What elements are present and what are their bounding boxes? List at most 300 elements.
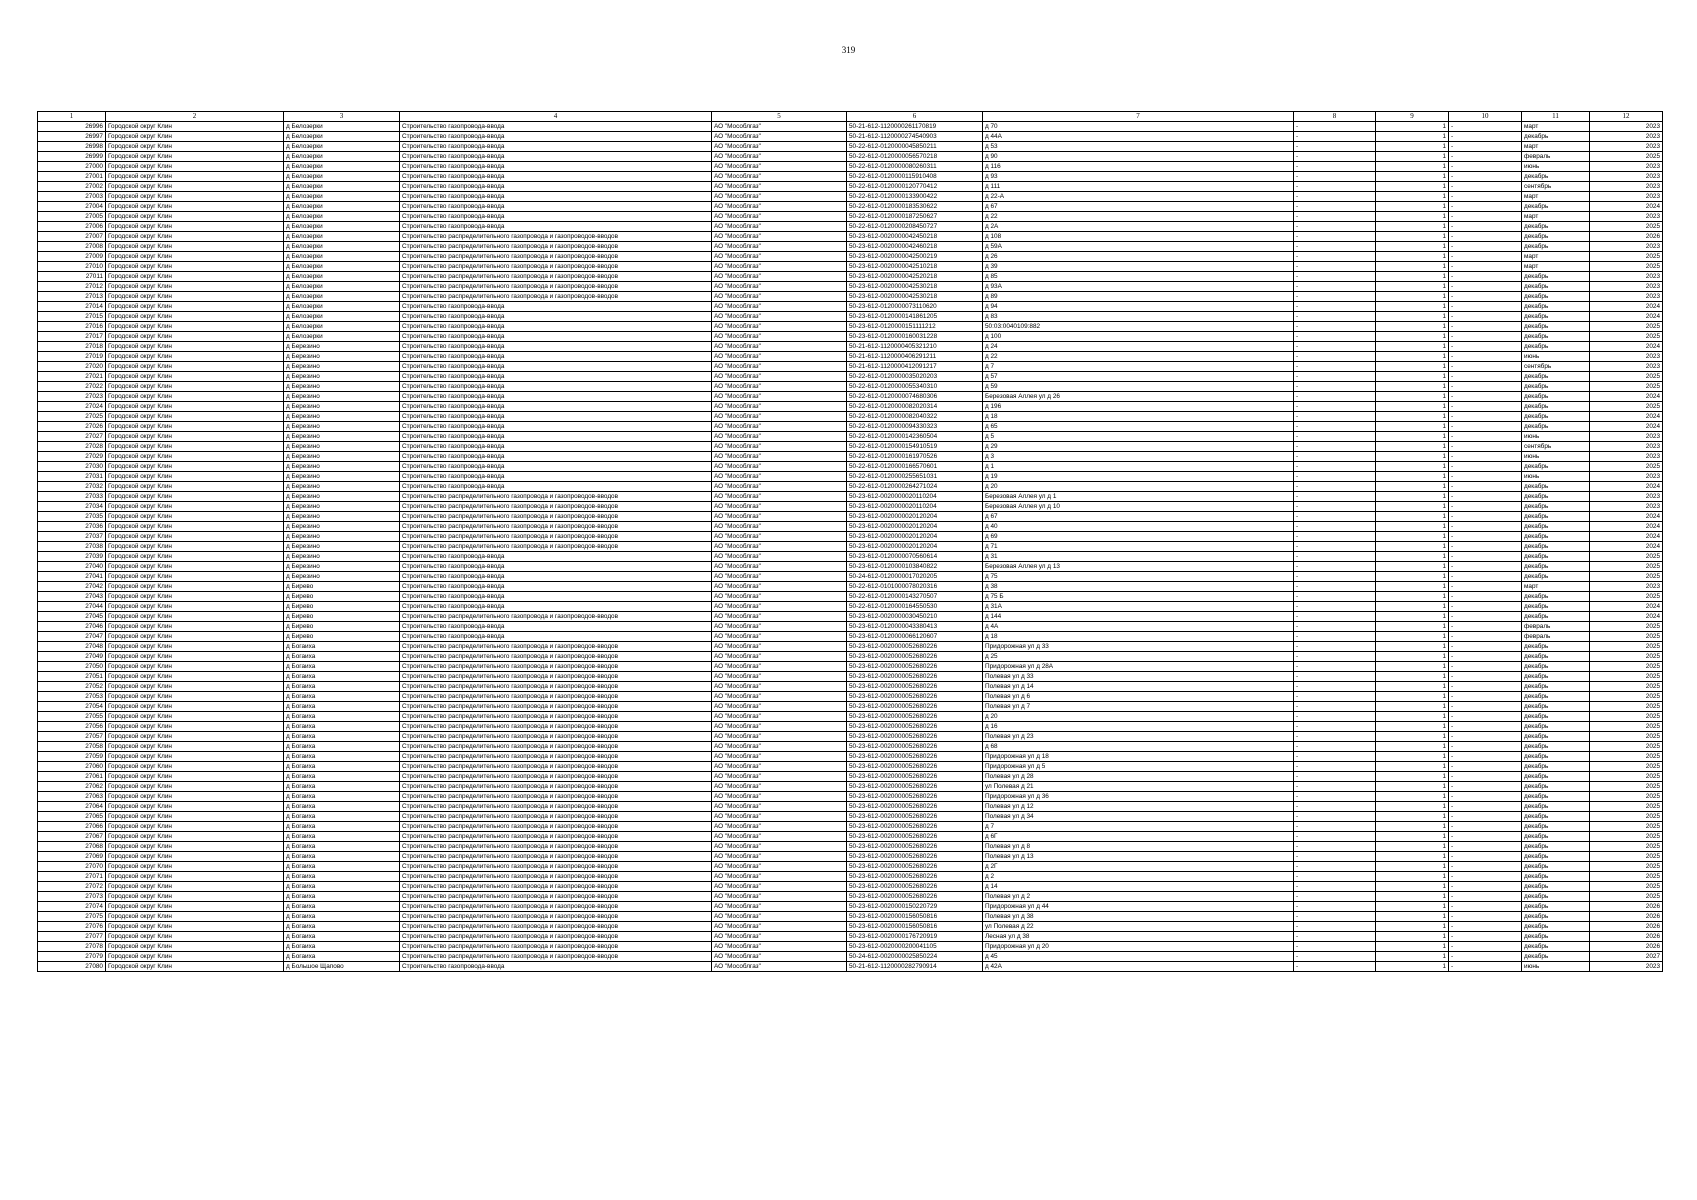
col-8-cell: - [1294,132,1376,142]
table-row [38,882,1663,892]
col-8-cell: - [1294,762,1376,772]
col-10-cell: - [1449,272,1522,282]
year-cell: 2025 [1590,842,1663,852]
table-row [38,272,1663,282]
work-type-cell: Строительство газопровода-ввода [400,322,712,332]
row-number-cell: 27055 [38,712,106,722]
year-cell: 2023 [1590,582,1663,592]
month-cell: декабрь [1522,392,1590,402]
table-row [38,852,1663,862]
address-cell: д 67 [983,202,1294,212]
address-cell: д 26 [983,252,1294,262]
month-cell: сентябрь [1522,362,1590,372]
row-number-cell: 27050 [38,662,106,672]
col-10-cell: - [1449,162,1522,172]
table-body [38,122,1663,972]
municipality-cell: Городской округ Клин [106,952,284,962]
table-row [38,812,1663,822]
year-cell: 2025 [1590,222,1663,232]
month-cell: декабрь [1522,862,1590,872]
row-number-cell: 27008 [38,242,106,252]
table-row [38,862,1663,872]
year-cell: 2023 [1590,122,1663,132]
month-cell: декабрь [1522,872,1590,882]
organization-cell: АО "Мособлгаз" [712,212,847,222]
col-8-cell: - [1294,782,1376,792]
organization-cell: АО "Мособлгаз" [712,252,847,262]
month-cell: декабрь [1522,932,1590,942]
col-10-cell: - [1449,532,1522,542]
settlement-cell: д Белозерки [284,202,400,212]
year-cell: 2024 [1590,392,1663,402]
row-number-cell: 27075 [38,912,106,922]
work-type-cell: Строительство распределительного газопровода и газопроводов-вводов [400,832,712,842]
col-10-cell: - [1449,312,1522,322]
row-number-cell: 26998 [38,142,106,152]
organization-cell: АО "Мособлгаз" [712,342,847,352]
municipality-cell: Городской округ Клин [106,122,284,132]
settlement-cell: д Белозерки [284,192,400,202]
table-row [38,152,1663,162]
row-number-cell: 27003 [38,192,106,202]
organization-cell: АО "Мособлгаз" [712,892,847,902]
col-10-cell: - [1449,922,1522,932]
quantity-cell: 1 [1376,642,1449,652]
settlement-cell: д Богаиха [284,642,400,652]
quantity-cell: 1 [1376,752,1449,762]
address-cell: д 90 [983,152,1294,162]
table-row [38,642,1663,652]
settlement-cell: д Богаиха [284,762,400,772]
address-cell: д 3 [983,452,1294,462]
row-number-cell: 27031 [38,472,106,482]
row-number-cell: 27027 [38,432,106,442]
month-cell: декабрь [1522,302,1590,312]
work-type-cell: Строительство распределительного газопровода и газопроводов-вводов [400,842,712,852]
col-10-cell: - [1449,232,1522,242]
municipality-cell: Городской округ Клин [106,432,284,442]
header-row [38,112,1663,122]
municipality-cell: Городской округ Клин [106,352,284,362]
settlement-cell: д Бирево [284,632,400,642]
municipality-cell: Городской округ Клин [106,902,284,912]
year-cell: 2023 [1590,492,1663,502]
work-type-cell: Строительство газопровода-ввода [400,342,712,352]
year-cell: 2023 [1590,352,1663,362]
quantity-cell: 1 [1376,322,1449,332]
year-cell: 2025 [1590,562,1663,572]
work-type-cell: Строительство газопровода-ввода [400,182,712,192]
col-10-cell: - [1449,222,1522,232]
organization-cell: АО "Мособлгаз" [712,272,847,282]
table-row [38,512,1663,522]
address-cell: д 116 [983,162,1294,172]
col-10-cell: - [1449,572,1522,582]
work-type-cell: Строительство газопровода-ввода [400,462,712,472]
month-cell: декабрь [1522,462,1590,472]
address-cell: д 111 [983,182,1294,192]
column-header-4: 4 [400,112,712,122]
contract-number-cell: 50-23-612-0120000103840822 [847,562,983,572]
col-10-cell: - [1449,402,1522,412]
month-cell: декабрь [1522,272,1590,282]
col-10-cell: - [1449,952,1522,962]
col-8-cell: - [1294,962,1376,972]
organization-cell: АО "Мособлгаз" [712,942,847,952]
table-row [38,612,1663,622]
municipality-cell: Городской округ Клин [106,782,284,792]
organization-cell: АО "Мособлгаз" [712,742,847,752]
address-cell: д 25 [983,652,1294,662]
municipality-cell: Городской округ Клин [106,482,284,492]
work-type-cell: Строительство распределительного газопровода и газопроводов-вводов [400,262,712,272]
address-cell: Полевая ул д 28 [983,772,1294,782]
address-cell: Полевая ул д 8 [983,842,1294,852]
table-row [38,432,1663,442]
month-cell: февраль [1522,622,1590,632]
work-type-cell: Строительство газопровода-ввода [400,562,712,572]
row-number-cell: 27048 [38,642,106,652]
address-cell: д 89 [983,292,1294,302]
work-type-cell: Строительство распределительного газопровода и газопроводов-вводов [400,932,712,942]
month-cell: декабрь [1522,812,1590,822]
organization-cell: АО "Мособлгаз" [712,652,847,662]
municipality-cell: Городской округ Клин [106,702,284,712]
col-10-cell: - [1449,422,1522,432]
organization-cell: АО "Мособлгаз" [712,372,847,382]
month-cell: декабрь [1522,492,1590,502]
municipality-cell: Городской округ Клин [106,612,284,622]
quantity-cell: 1 [1376,362,1449,372]
col-10-cell: - [1449,902,1522,912]
municipality-cell: Городской округ Клин [106,382,284,392]
work-type-cell: Строительство газопровода-ввода [400,632,712,642]
table-row [38,902,1663,912]
address-cell: Березовая Аллея ул д 10 [983,502,1294,512]
contract-number-cell: 50-22-612-0120000143270507 [847,592,983,602]
month-cell: февраль [1522,152,1590,162]
organization-cell: АО "Мособлгаз" [712,862,847,872]
contract-number-cell: 50-22-612-0120000080260311 [847,162,983,172]
table-row [38,762,1663,772]
quantity-cell: 1 [1376,792,1449,802]
work-type-cell: Строительство газопровода-ввода [400,582,712,592]
col-10-cell: - [1449,802,1522,812]
year-cell: 2025 [1590,742,1663,752]
quantity-cell: 1 [1376,492,1449,502]
settlement-cell: д Богаиха [284,722,400,732]
col-8-cell: - [1294,912,1376,922]
col-8-cell: - [1294,812,1376,822]
address-cell: д 7 [983,362,1294,372]
col-10-cell: - [1449,712,1522,722]
row-number-cell: 27063 [38,792,106,802]
settlement-cell: д Белозерки [284,262,400,272]
settlement-cell: д Белозерки [284,322,400,332]
year-cell: 2023 [1590,292,1663,302]
year-cell: 2023 [1590,362,1663,372]
settlement-cell: д Белозерки [284,292,400,302]
work-type-cell: Строительство газопровода-ввода [400,332,712,342]
quantity-cell: 1 [1376,452,1449,462]
col-8-cell: - [1294,862,1376,872]
col-8-cell: - [1294,682,1376,692]
contract-number-cell: 50-21-612-1120000261170819 [847,122,983,132]
month-cell: декабрь [1522,732,1590,742]
year-cell: 2025 [1590,552,1663,562]
col-10-cell: - [1449,762,1522,772]
address-cell: д 71 [983,542,1294,552]
organization-cell: АО "Мособлгаз" [712,602,847,612]
organization-cell: АО "Мособлгаз" [712,292,847,302]
table-row [38,212,1663,222]
settlement-cell: д Березино [284,462,400,472]
col-8-cell: - [1294,952,1376,962]
quantity-cell: 1 [1376,402,1449,412]
month-cell: декабрь [1522,402,1590,412]
year-cell: 2025 [1590,402,1663,412]
address-cell: д 24 [983,342,1294,352]
contract-number-cell: 50-23-612-0020000052680226 [847,892,983,902]
quantity-cell: 1 [1376,472,1449,482]
contract-number-cell: 50-23-612-0020000052680226 [847,662,983,672]
organization-cell: АО "Мособлгаз" [712,232,847,242]
quantity-cell: 1 [1376,592,1449,602]
address-cell: Придорожная ул д 5 [983,762,1294,772]
col-10-cell: - [1449,202,1522,212]
col-10-cell: - [1449,672,1522,682]
contract-number-cell: 50-23-612-0020000176720919 [847,932,983,942]
col-10-cell: - [1449,722,1522,732]
contract-number-cell: 50-22-612-0120000208450727 [847,222,983,232]
organization-cell: АО "Мособлгаз" [712,402,847,412]
col-10-cell: - [1449,152,1522,162]
work-type-cell: Строительство газопровода-ввода [400,412,712,422]
contract-number-cell: 50-23-612-0020000052680226 [847,792,983,802]
row-number-cell: 27009 [38,252,106,262]
work-type-cell: Строительство газопровода-ввода [400,312,712,322]
table-row [38,872,1663,882]
col-8-cell: - [1294,172,1376,182]
column-header-12: 12 [1590,112,1663,122]
col-10-cell: - [1449,182,1522,192]
col-10-cell: - [1449,702,1522,712]
work-type-cell: Строительство распределительного газопровода и газопроводов-вводов [400,732,712,742]
work-type-cell: Строительство газопровода-ввода [400,132,712,142]
row-number-cell: 27042 [38,582,106,592]
organization-cell: АО "Мособлгаз" [712,722,847,732]
municipality-cell: Городской округ Клин [106,442,284,452]
quantity-cell: 1 [1376,742,1449,752]
organization-cell: АО "Мособлгаз" [712,142,847,152]
address-cell: Березовая Аллея ул д 26 [983,392,1294,402]
month-cell: декабрь [1522,942,1590,952]
table-row [38,702,1663,712]
col-8-cell: - [1294,212,1376,222]
address-cell: д 53 [983,142,1294,152]
col-8-cell: - [1294,292,1376,302]
year-cell: 2026 [1590,232,1663,242]
col-8-cell: - [1294,942,1376,952]
organization-cell: АО "Мособлгаз" [712,772,847,782]
col-8-cell: - [1294,652,1376,662]
organization-cell: АО "Мособлгаз" [712,242,847,252]
work-type-cell: Строительство распределительного газопровода и газопроводов-вводов [400,792,712,802]
quantity-cell: 1 [1376,962,1449,972]
table-row [38,532,1663,542]
contract-number-cell: 50-23-612-0020000052680226 [847,882,983,892]
month-cell: июнь [1522,432,1590,442]
settlement-cell: д Березино [284,382,400,392]
row-number-cell: 27056 [38,722,106,732]
page-number: 319 [841,45,856,55]
address-cell: д 40 [983,522,1294,532]
table-row [38,552,1663,562]
quantity-cell: 1 [1376,762,1449,772]
work-type-cell: Строительство распределительного газопровода и газопроводов-вводов [400,782,712,792]
quantity-cell: 1 [1376,722,1449,732]
address-cell: д 59 [983,382,1294,392]
quantity-cell: 1 [1376,702,1449,712]
table-row [38,522,1663,532]
row-number-cell: 27047 [38,632,106,642]
work-type-cell: Строительство газопровода-ввода [400,482,712,492]
settlement-cell: д Белозерки [284,332,400,342]
settlement-cell: д Березино [284,362,400,372]
settlement-cell: д Белозерки [284,162,400,172]
address-cell: Полевая ул д 23 [983,732,1294,742]
col-10-cell: - [1449,862,1522,872]
municipality-cell: Городской округ Клин [106,652,284,662]
work-type-cell: Строительство распределительного газопровода и газопроводов-вводов [400,912,712,922]
work-type-cell: Строительство газопровода-ввода [400,422,712,432]
year-cell: 2026 [1590,932,1663,942]
quantity-cell: 1 [1376,232,1449,242]
year-cell: 2023 [1590,162,1663,172]
row-number-cell: 27023 [38,392,106,402]
address-cell: ул Полевая д 21 [983,782,1294,792]
table-row [38,672,1663,682]
month-cell: декабрь [1522,802,1590,812]
municipality-cell: Городской округ Клин [106,532,284,542]
organization-cell: АО "Мособлгаз" [712,922,847,932]
settlement-cell: д Богаиха [284,782,400,792]
column-header-1: 1 [38,112,106,122]
col-8-cell: - [1294,852,1376,862]
year-cell: 2025 [1590,252,1663,262]
contract-number-cell: 50-22-612-0120000074680306 [847,392,983,402]
col-8-cell: - [1294,122,1376,132]
work-type-cell: Строительство газопровода-ввода [400,212,712,222]
work-type-cell: Строительство газопровода-ввода [400,202,712,212]
organization-cell: АО "Мособлгаз" [712,472,847,482]
settlement-cell: д Богаиха [284,752,400,762]
month-cell: декабрь [1522,242,1590,252]
work-type-cell: Строительство распределительного газопровода и газопроводов-вводов [400,702,712,712]
table-row [38,912,1663,922]
col-10-cell: - [1449,842,1522,852]
work-type-cell: Строительство распределительного газопровода и газопроводов-вводов [400,242,712,252]
month-cell: декабрь [1522,672,1590,682]
month-cell: февраль [1522,632,1590,642]
contract-number-cell: 50-23-612-0020000052680226 [847,772,983,782]
municipality-cell: Городской округ Клин [106,882,284,892]
address-cell: д 69 [983,532,1294,542]
work-type-cell: Строительство газопровода-ввода [400,602,712,612]
col-8-cell: - [1294,302,1376,312]
address-cell: д 93 [983,172,1294,182]
settlement-cell: д Белозерки [284,122,400,132]
settlement-cell: д Березино [284,392,400,402]
contract-number-cell: 50-23-612-0020000042530218 [847,282,983,292]
year-cell: 2024 [1590,602,1663,612]
address-cell: д 85 [983,272,1294,282]
organization-cell: АО "Мособлгаз" [712,852,847,862]
organization-cell: АО "Мособлгаз" [712,712,847,722]
contract-number-cell: 50-23-612-0020000052680226 [847,842,983,852]
address-cell: д 31А [983,602,1294,612]
col-8-cell: - [1294,602,1376,612]
quantity-cell: 1 [1376,412,1449,422]
municipality-cell: Городской округ Клин [106,272,284,282]
table-row [38,262,1663,272]
organization-cell: АО "Мособлгаз" [712,332,847,342]
month-cell: декабрь [1522,522,1590,532]
address-cell: д 83 [983,312,1294,322]
month-cell: декабрь [1522,482,1590,492]
organization-cell: АО "Мособлгаз" [712,362,847,372]
work-type-cell: Строительство газопровода-ввода [400,432,712,442]
col-10-cell: - [1449,192,1522,202]
settlement-cell: д Белозерки [284,142,400,152]
column-header-8: 8 [1294,112,1376,122]
quantity-cell: 1 [1376,662,1449,672]
year-cell: 2025 [1590,382,1663,392]
col-10-cell: - [1449,962,1522,972]
month-cell: декабрь [1522,552,1590,562]
month-cell: декабрь [1522,232,1590,242]
work-type-cell: Строительство распределительного газопровода и газопроводов-вводов [400,862,712,872]
work-type-cell: Строительство газопровода-ввода [400,172,712,182]
year-cell: 2023 [1590,242,1663,252]
work-type-cell: Строительство распределительного газопровода и газопроводов-вводов [400,872,712,882]
row-number-cell: 27080 [38,962,106,972]
contract-number-cell: 50-23-612-0020000020120204 [847,532,983,542]
organization-cell: АО "Мособлгаз" [712,782,847,792]
month-cell: декабрь [1522,312,1590,322]
year-cell: 2025 [1590,322,1663,332]
work-type-cell: Строительство газопровода-ввода [400,442,712,452]
settlement-cell: д Богаиха [284,742,400,752]
organization-cell: АО "Мособлгаз" [712,432,847,442]
col-8-cell: - [1294,332,1376,342]
year-cell: 2025 [1590,632,1663,642]
municipality-cell: Городской округ Клин [106,152,284,162]
contract-number-cell: 50-22-612-0120000166570601 [847,462,983,472]
quantity-cell: 1 [1376,172,1449,182]
address-cell: д 108 [983,232,1294,242]
row-number-cell: 27062 [38,782,106,792]
work-type-cell: Строительство распределительного газопровода и газопроводов-вводов [400,892,712,902]
quantity-cell: 1 [1376,812,1449,822]
table-row [38,932,1663,942]
col-8-cell: - [1294,542,1376,552]
municipality-cell: Городской округ Клин [106,932,284,942]
contract-number-cell: 50-23-612-0120000141861205 [847,312,983,322]
month-cell: декабрь [1522,592,1590,602]
contract-number-cell: 50-23-612-0020000052680226 [847,642,983,652]
year-cell: 2024 [1590,302,1663,312]
